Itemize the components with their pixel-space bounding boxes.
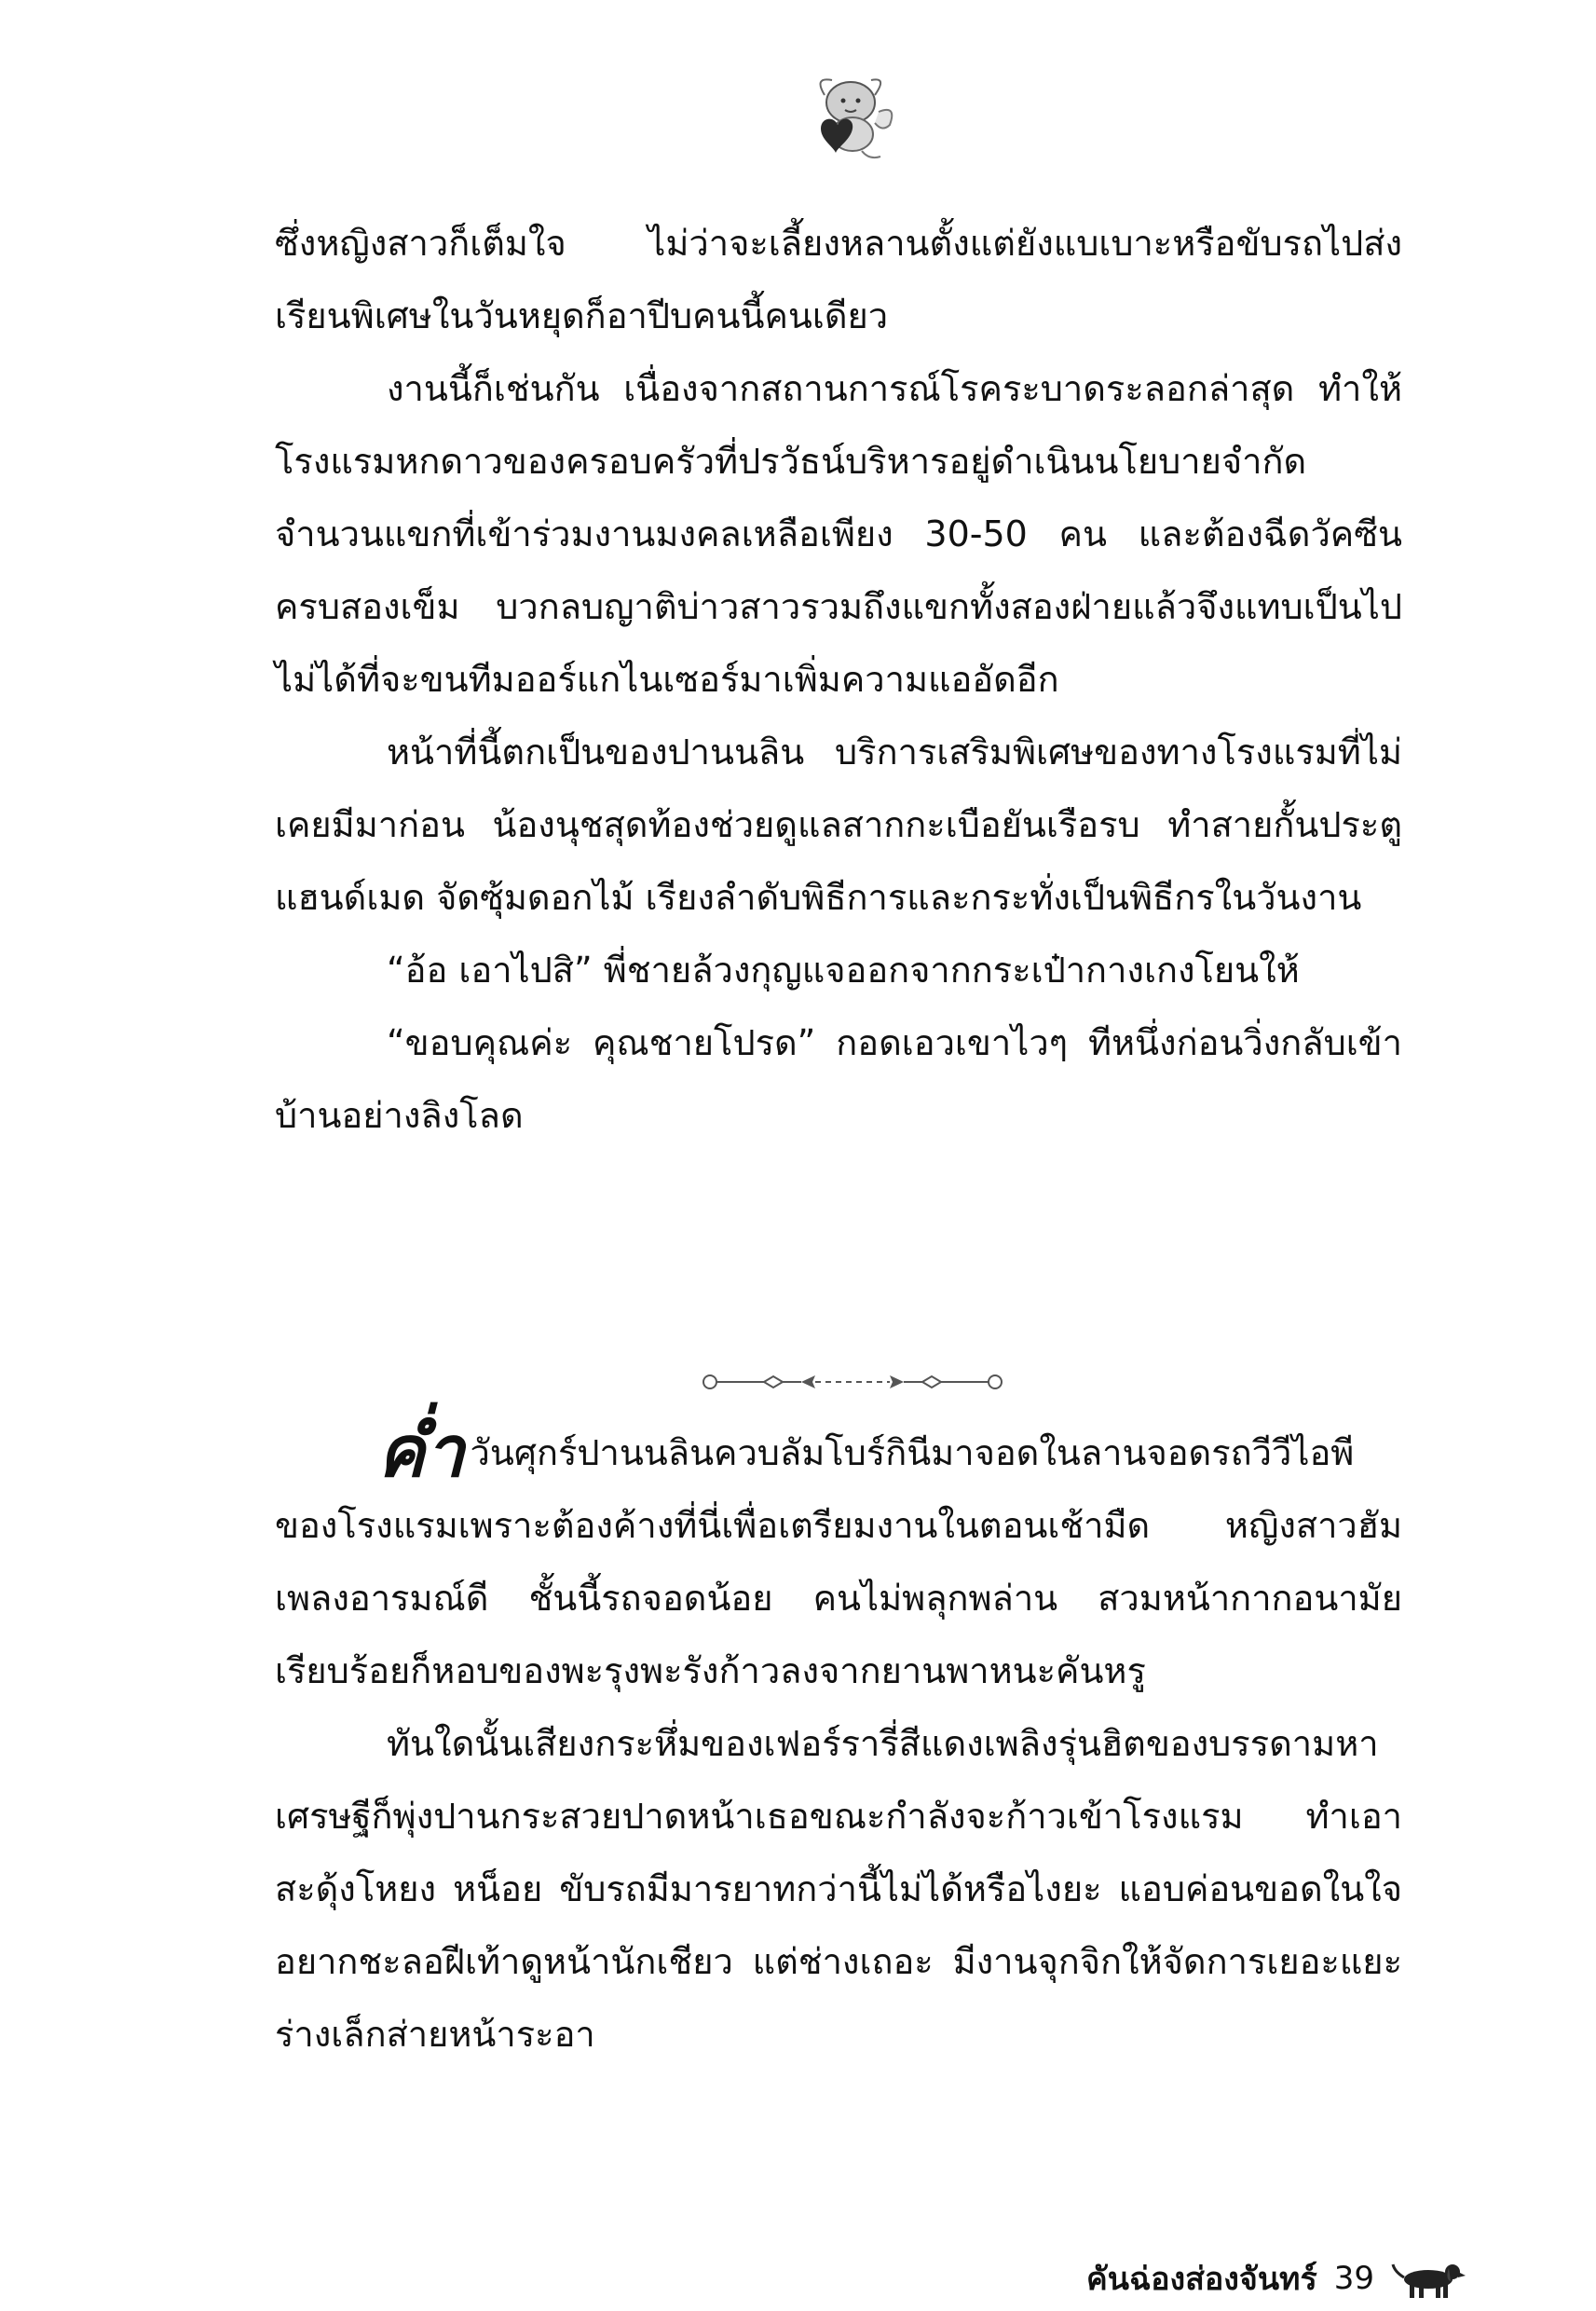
paragraph	[275, 1410, 1402, 1707]
paragraph: “ขอบคุณค่ะ คุณชายโปรด” กอดเอวเขาไวๆ ทีหนึ่งก่อนวิ่งกลับเข้าบ้านอย่างลิงโลด	[275, 1022, 1402, 1136]
paragraph-text: วันศุกร์ปานนลินควบลัมโบร์กินีมาจอดในลานจอดรถวีวีไอพีของโรงแรมเพราะต้องค้างที่นี่เพื่อเตรียมงานในตอนเช้ามืด หญิงสาวฮัมเพลงอารมณ์ดี ชั้นนี้รถจอดน้อย คนไม่พลุกพล่าน สวมหน้ากากอนามัยเรียบร้อยก็หอบของพะรุงพะรังก้าวลงจากยานพาหนะคันหรู	[275, 1432, 1402, 1691]
dachshund-icon	[1391, 2255, 1466, 2302]
body-text-top	[275, 207, 1402, 1152]
book-title: คันฉ่องส่องจันทร์	[1085, 2261, 1317, 2298]
paragraph: หน้าที่นี้ตกเป็นของปานนลิน บริการเสริมพิเศษของทางโรงแรมที่ไม่เคยมีมาก่อน น้องนุชสุดท้องช่วยดูแลสากกะเบือยันเรือรบ ทำสายกั้นประตูแฮนด์เมด จัดซุ้มดอกไม้ เรียงลำดับพิธีการและกระทั่งเป็นพิธีกรในวันงาน	[275, 732, 1402, 918]
page-number: 39	[1333, 2260, 1374, 2297]
paragraph: ซึ่งหญิงสาวก็เต็มใจ ไม่ว่าจะเลี้ยงหลานตั้งแต่ยังแบเบาะหรือขับรถไปส่งเรียนพิเศษในวันหยุดก็อาปีบคนนี้คนเดียว	[275, 223, 1402, 336]
cherub-icon	[797, 67, 899, 170]
paragraph: ทันใดนั้นเสียงกระหึ่มของเฟอร์รารี่สีแดงเพลิงรุ่นฮิตของบรรดามหาเศรษฐีก็พุ่งปานกระสวยปาดหน้าเธอขณะกำลังจะก้าวเข้าโรงแรม ทำเอาสะดุ้งโหยง หน็อย ขับรถมีมารยาทกว่านี้ไม่ได้หรือไงยะ แอบค่อนขอดในใจ อยากชะลอฝีเท้าดูหน้านักเชียว แต่ช่างเถอะ มีงานจุกจิกให้จัดการเยอะแยะ ร่างเล็กส่ายหน้าระอา	[275, 1723, 1402, 2055]
paragraph: งานนี้ก็เช่นกัน เนื่องจากสถานการณ์โรคระบาดระลอกล่าสุด ทำให้โรงแรมหกดาวของครอบครัวที่ปรวัธน์บริหารอยู่ดำเนินนโยบายจำกัดจำนวนแขกที่เข้าร่วมงานมงคลเหลือเพียง 30-50 คน และต้องฉีดวัคซีนครบสองเข็ม บวกลบญาติบ่าวสาวรวมถึงแขกทั้งสองฝ่ายแล้วจึงแทบเป็นไปไม่ได้ที่จะขนทีมออร์แกไนเซอร์มาเพิ่มความแออัดอีก	[275, 368, 1402, 700]
page-footer	[1086, 2253, 1466, 2304]
paragraph: “อ้อ เอาไปสิ” พี่ชายล้วงกุญแจออกจากกระเป๋ากางเกงโยนให้	[387, 950, 1300, 991]
ornament-divider	[699, 1368, 1006, 1396]
drop-cap: ค่ำ	[377, 1410, 465, 1493]
body-text-bottom	[275, 1410, 1402, 2071]
